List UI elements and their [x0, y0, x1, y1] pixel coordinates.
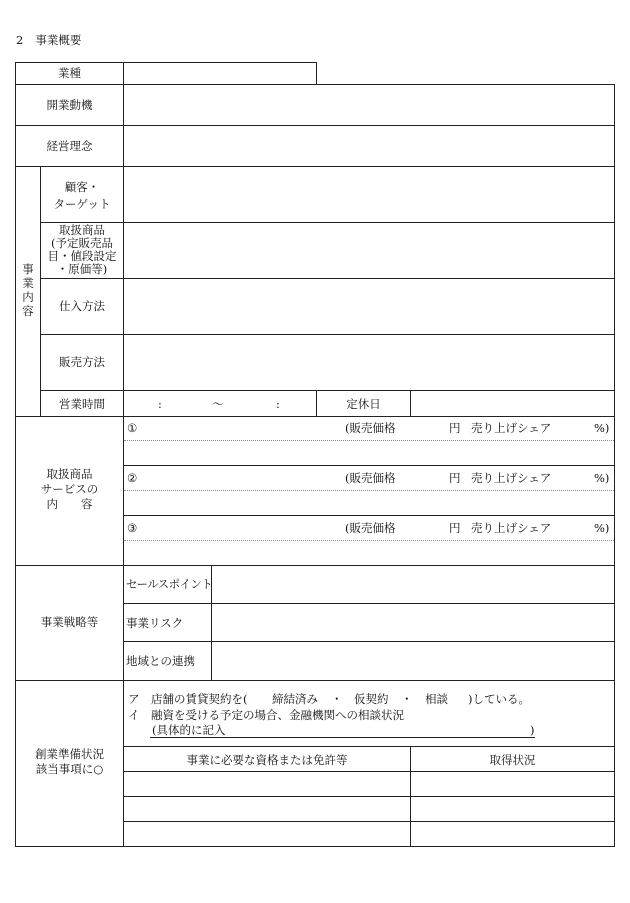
service-share-label: 売り上げシェア — [471, 421, 552, 435]
sales-point-label: セールスポイント — [126, 577, 213, 591]
lease-option-concluded[interactable]: 締結済み — [272, 692, 318, 706]
service-yen-label: 円 — [449, 521, 461, 535]
service-price-label: (販売価格 — [345, 421, 396, 435]
hours-colon: : — [276, 397, 280, 411]
financing-detail-input[interactable] — [232, 723, 522, 736]
service-price-label: (販売価格 — [345, 471, 396, 485]
strategy-label: 事業戦略等 — [40, 615, 99, 629]
rule — [15, 680, 615, 681]
philosophy-field[interactable] — [124, 126, 614, 166]
service-item-number: ② — [127, 471, 138, 485]
service-price-label: (販売価格 — [345, 521, 396, 535]
section-number: 2 — [16, 33, 24, 47]
preparation-label: 創業準備状況 該当事項に○ — [35, 747, 104, 776]
dotted-rule — [124, 440, 614, 441]
rule — [123, 821, 615, 822]
section-title: 事業概要 — [35, 33, 82, 47]
motive-label: 開業動機 — [46, 98, 93, 112]
dotted-rule — [124, 490, 614, 491]
financing-detail-underline — [150, 737, 535, 738]
service-percent-label: %) — [594, 421, 610, 435]
service-percent-label: %) — [594, 521, 610, 535]
qualification-header: 事業に必要な資格または免許等 — [186, 753, 348, 767]
holiday-field[interactable] — [411, 391, 614, 416]
lease-line-prefix: ア 店舗の賃貸契約を( — [128, 692, 248, 706]
products-field[interactable] — [124, 223, 614, 278]
community-field[interactable] — [212, 642, 614, 680]
industry-field[interactable] — [124, 63, 316, 84]
rule — [316, 62, 317, 85]
financing-line: イ 融資を受ける予定の場合、金融機関への相談状況 — [128, 708, 404, 722]
service-share-label: 売り上げシェア — [471, 471, 552, 485]
rule — [123, 746, 615, 747]
rule — [123, 515, 615, 516]
lease-option-provisional[interactable]: 仮契約 — [354, 692, 389, 706]
industry-label: 業種 — [58, 66, 81, 80]
hours-tilde: 〜 — [212, 397, 224, 411]
service-yen-label: 円 — [449, 471, 461, 485]
sales-method-label: 販売方法 — [59, 355, 105, 369]
customer-label: 顧客・ ターゲット — [53, 180, 111, 211]
motive-field[interactable] — [124, 85, 614, 125]
customer-field[interactable] — [124, 167, 614, 222]
acquisition-status-header: 取得状況 — [489, 753, 536, 767]
option-separator: ・ — [331, 692, 343, 706]
products-label: 取扱商品 (予定販売品 目・値段設定 ・原価等) — [47, 223, 117, 276]
service-item-number: ③ — [127, 521, 138, 535]
business-hours-label: 営業時間 — [59, 397, 105, 411]
lease-line-suffix: )している。 — [468, 692, 530, 706]
lease-option-consultation[interactable]: 相談 — [425, 692, 448, 706]
rule — [123, 796, 615, 797]
community-label: 地域との連携 — [126, 654, 195, 668]
purchasing-label: 仕入方法 — [59, 299, 105, 313]
rule — [15, 846, 615, 847]
service-share-label: 売り上げシェア — [471, 521, 552, 535]
service-item-number: ① — [127, 421, 138, 435]
rule — [614, 84, 615, 847]
financing-detail-close: ) — [530, 723, 535, 737]
service-percent-label: %) — [594, 471, 610, 485]
hours-colon: : — [158, 397, 162, 411]
service-yen-label: 円 — [449, 421, 461, 435]
purchasing-field[interactable] — [124, 279, 614, 334]
business-content-group-label: 事業内容 — [22, 262, 34, 318]
rule — [15, 416, 615, 417]
dotted-rule — [124, 540, 614, 541]
business-risk-field[interactable] — [212, 604, 614, 641]
services-label: 取扱商品 サービスの 内 容 — [40, 467, 99, 511]
philosophy-label: 経営理念 — [46, 139, 93, 153]
rule — [15, 62, 16, 847]
section-heading — [16, 32, 81, 48]
rule — [123, 465, 615, 466]
financing-detail-open: (具体的に記入 — [152, 723, 226, 737]
holiday-label: 定休日 — [346, 397, 381, 411]
option-separator: ・ — [401, 692, 413, 706]
rule — [123, 771, 615, 772]
business-risk-label: 事業リスク — [126, 616, 184, 630]
sales-point-field[interactable] — [212, 566, 614, 603]
sales-method-field[interactable] — [124, 335, 614, 390]
